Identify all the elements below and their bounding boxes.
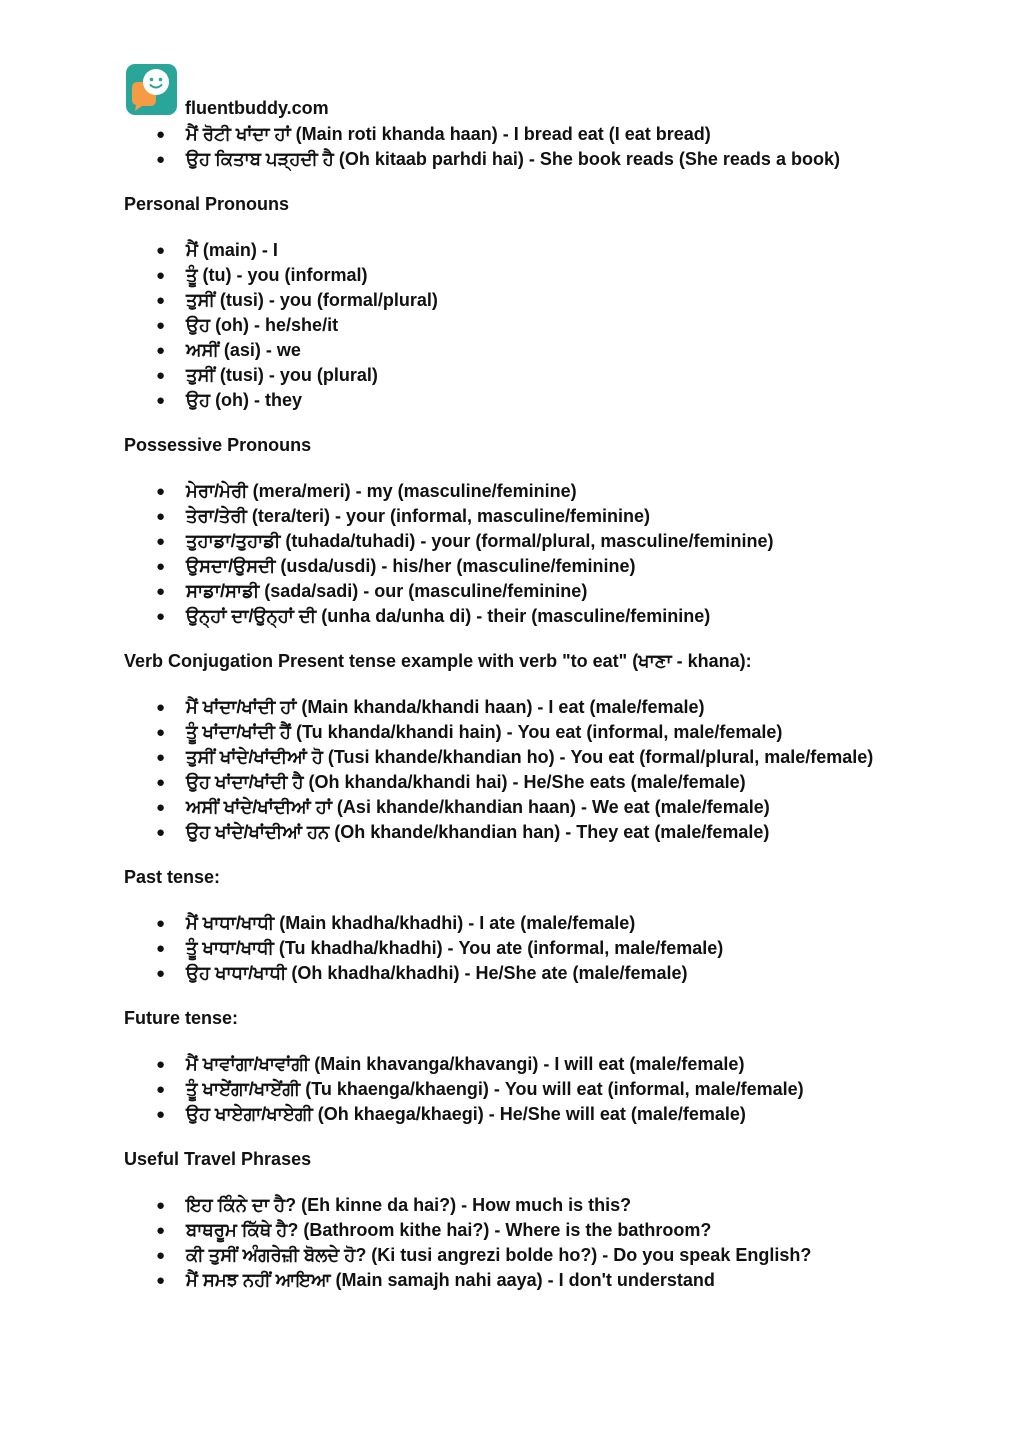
bullet-icon: ● [156, 1247, 166, 1264]
list-item [124, 1218, 884, 1243]
list-item [124, 238, 884, 263]
list-item [124, 1102, 884, 1127]
list-item [124, 479, 884, 504]
list-item-text: ਤੂੰ ਖਾਂਦਾ/ਖਾਂਦੀ ਹੈਂ (Tu khanda/khandi hain) - You eat (informal, male/female) [186, 722, 783, 742]
list-item-text: ਤੂੰ ਖਾਏਂਗਾ/ਖਾਏਂਗੀ (Tu khaenga/khaengi) - You will eat (informal, male/female) [186, 1079, 804, 1099]
list-item-text: ਉਨ੍ਹਾਂ ਦਾ/ਉਨ੍ਹਾਂ ਦੀ (unha da/unha di) - their (masculine/feminine) [186, 606, 711, 626]
list-item [124, 313, 884, 338]
list-item-text: ਸਾਡਾ/ਸਾਡੀ (sada/sadi) - our (masculine/feminine) [186, 581, 588, 601]
list-item-text: ਤੁਸੀਂ ਖਾਂਦੇ/ਖਾਂਦੀਆਂ ਹੋ (Tusi khande/khandian ho) - You eat (formal/plural, male/female) [186, 747, 874, 767]
list-item-text: ਉਹ (oh) - they [186, 390, 303, 410]
bullet-icon: ● [156, 292, 166, 309]
bullet-icon: ● [156, 392, 166, 409]
bullet-icon: ● [156, 940, 166, 957]
list-item [124, 720, 884, 745]
list-item-text: ਉਹ ਕਿਤਾਬ ਪੜ੍ਹਦੀ ਹੈ (Oh kitaab parhdi hai) - She book reads (She reads a book) [186, 149, 840, 169]
list-item-text: ਮੈਂ (main) - I [186, 240, 278, 260]
bullet-icon: ● [156, 242, 166, 259]
section-heading-past-tense: Past tense: [124, 867, 221, 887]
list-item [124, 604, 884, 629]
list-item [124, 795, 884, 820]
list-item [124, 936, 884, 961]
fluentbuddy-logo-icon [126, 64, 177, 115]
bullet-icon: ● [156, 824, 166, 841]
bullet-icon: ● [156, 483, 166, 500]
section-heading-possessive-pronouns: Possessive Pronouns [124, 435, 312, 455]
list-item [124, 911, 884, 936]
list-item-text: ਮੈਂ ਖਾਵਾਂਗਾ/ਖਾਵਾਂਗੀ (Main khavanga/khavangi) - I will eat (male/female) [186, 1054, 745, 1074]
section-heading-useful-travel-phrases: Useful Travel Phrases [124, 1149, 312, 1169]
list-item-text: ਤੂੰ (tu) - you (informal) [186, 265, 368, 285]
list-item [124, 1193, 884, 1218]
personal-pronouns-list [124, 238, 884, 413]
list-item [124, 147, 884, 172]
list-item [124, 1052, 884, 1077]
list-item [124, 961, 884, 986]
bullet-icon: ● [156, 608, 166, 625]
bullet-icon: ● [156, 799, 166, 816]
list-item-text: ਤੁਸੀਂ (tusi) - you (formal/plural) [186, 290, 438, 310]
list-item-text: ਤੇਰਾ/ਤੇਰੀ (tera/teri) - your (informal, masculine/feminine) [186, 506, 651, 526]
list-item [124, 338, 884, 363]
list-item-text: ਬਾਥਰੂਮ ਕਿੱਥੇ ਹੈ? (Bathroom kithe hai?) - Where is the bathroom? [186, 1220, 712, 1240]
list-item-text: ਮੈਂ ਸਮਝ ਨਹੀਂ ਆਇਆ (Main samajh nahi aaya) - I don't understand [186, 1270, 715, 1290]
bullet-icon: ● [156, 774, 166, 791]
list-item [124, 263, 884, 288]
list-item-text: ਤੁਸੀਂ (tusi) - you (plural) [186, 365, 378, 385]
past-tense-list [124, 911, 884, 986]
bullet-icon: ● [156, 558, 166, 575]
bullet-icon: ● [156, 724, 166, 741]
bullet-icon: ● [156, 126, 166, 143]
bullet-icon: ● [156, 367, 166, 384]
list-item-text: ਤੁਹਾਡਾ/ਤੁਹਾਡੀ (tuhada/tuhadi) - your (formal/plural, masculine/feminine) [186, 531, 774, 551]
bullet-icon: ● [156, 342, 166, 359]
list-item [124, 770, 884, 795]
list-item-text: ਉਹ ਖਾਧਾ/ਖਾਧੀ (Oh khadha/khadhi) - He/She ate (male/female) [186, 963, 688, 983]
bullet-icon: ● [156, 317, 166, 334]
bullet-icon: ● [156, 699, 166, 716]
list-item-text: ਮੈਂ ਰੋਟੀ ਖਾਂਦਾ ਹਾਂ (Main roti khanda haan) - I bread eat (I eat bread) [186, 124, 711, 144]
list-item-text: ਕੀ ਤੁਸੀਂ ਅੰਗਰੇਜ਼ੀ ਬੋਲਦੇ ਹੋ? (Ki tusi angrezi bolde ho?) - Do you speak English? [186, 1245, 812, 1265]
possessive-pronouns-list [124, 479, 884, 629]
intro-list [124, 122, 884, 172]
list-item-text: ਉਹ ਖਾਂਦਾ/ਖਾਂਦੀ ਹੈ (Oh khanda/khandi hai) - He/She eats (male/female) [186, 772, 746, 792]
bullet-icon: ● [156, 1056, 166, 1073]
present-tense-list [124, 695, 884, 845]
list-item-text: ਉਸਦਾ/ਉਸਦੀ (usda/usdi) - his/her (masculine/feminine) [186, 556, 636, 576]
bullet-icon: ● [156, 915, 166, 932]
bullet-icon: ● [156, 583, 166, 600]
bullet-icon: ● [156, 965, 166, 982]
bullet-icon: ● [156, 533, 166, 550]
list-item [124, 529, 884, 554]
list-item-text: ਇਹ ਕਿੰਨੇ ਦਾ ਹੈ? (Eh kinne da hai?) - How much is this? [186, 1195, 632, 1215]
section-heading-verb-conjugation: Verb Conjugation Present tense example with verb "to eat" (ਖਾਣਾ - khana): [124, 651, 752, 671]
bullet-icon: ● [156, 749, 166, 766]
list-item-text: ਮੈਂ ਖਾਂਦਾ/ਖਾਂਦੀ ਹਾਂ (Main khanda/khandi haan) - I eat (male/female) [186, 697, 705, 717]
bullet-icon: ● [156, 508, 166, 525]
bullet-icon: ● [156, 1272, 166, 1289]
list-item-text: ਉਹ ਖਾਏਗਾ/ਖਾਏਗੀ (Oh khaega/khaegi) - He/She will eat (male/female) [186, 1104, 746, 1124]
list-item-text: ਤੂੰ ਖਾਧਾ/ਖਾਧੀ (Tu khadha/khadhi) - You ate (informal, male/female) [186, 938, 724, 958]
list-item [124, 820, 884, 845]
list-item [124, 554, 884, 579]
list-item [124, 579, 884, 604]
list-item [124, 122, 884, 147]
list-item-text: ਉਹ (oh) - he/she/it [186, 315, 339, 335]
bullet-icon: ● [156, 1222, 166, 1239]
list-item [124, 1077, 884, 1102]
list-item-text: ਉਹ ਖਾਂਦੇ/ਖਾਂਦੀਆਂ ਹਨ (Oh khande/khandian han) - They eat (male/female) [186, 822, 770, 842]
list-item [124, 1268, 884, 1293]
list-item-text: ਅਸੀਂ ਖਾਂਦੇ/ਖਾਂਦੀਆਂ ਹਾਂ (Asi khande/khandian haan) - We eat (male/female) [186, 797, 770, 817]
bullet-icon: ● [156, 1081, 166, 1098]
list-item-text: ਮੇਰਾ/ਮੇਰੀ (mera/meri) - my (masculine/feminine) [186, 481, 577, 501]
section-heading-future-tense: Future tense: [124, 1008, 239, 1028]
list-item [124, 363, 884, 388]
list-item [124, 695, 884, 720]
bullet-icon: ● [156, 267, 166, 284]
future-tense-list [124, 1052, 884, 1127]
bullet-icon: ● [156, 151, 166, 168]
travel-phrases-list [124, 1193, 884, 1293]
document-body [124, 122, 884, 1293]
list-item [124, 388, 884, 413]
section-heading-personal-pronouns: Personal Pronouns [124, 194, 290, 214]
list-item [124, 1243, 884, 1268]
list-item-text: ਅਸੀਂ (asi) - we [186, 340, 301, 360]
bullet-icon: ● [156, 1106, 166, 1123]
list-item [124, 504, 884, 529]
list-item [124, 288, 884, 313]
bullet-icon: ● [156, 1197, 166, 1214]
list-item [124, 745, 884, 770]
list-item-text: ਮੈਂ ਖਾਧਾ/ਖਾਧੀ (Main khadha/khadhi) - I ate (male/female) [186, 913, 636, 933]
brand-name: fluentbuddy.com [185, 98, 329, 118]
